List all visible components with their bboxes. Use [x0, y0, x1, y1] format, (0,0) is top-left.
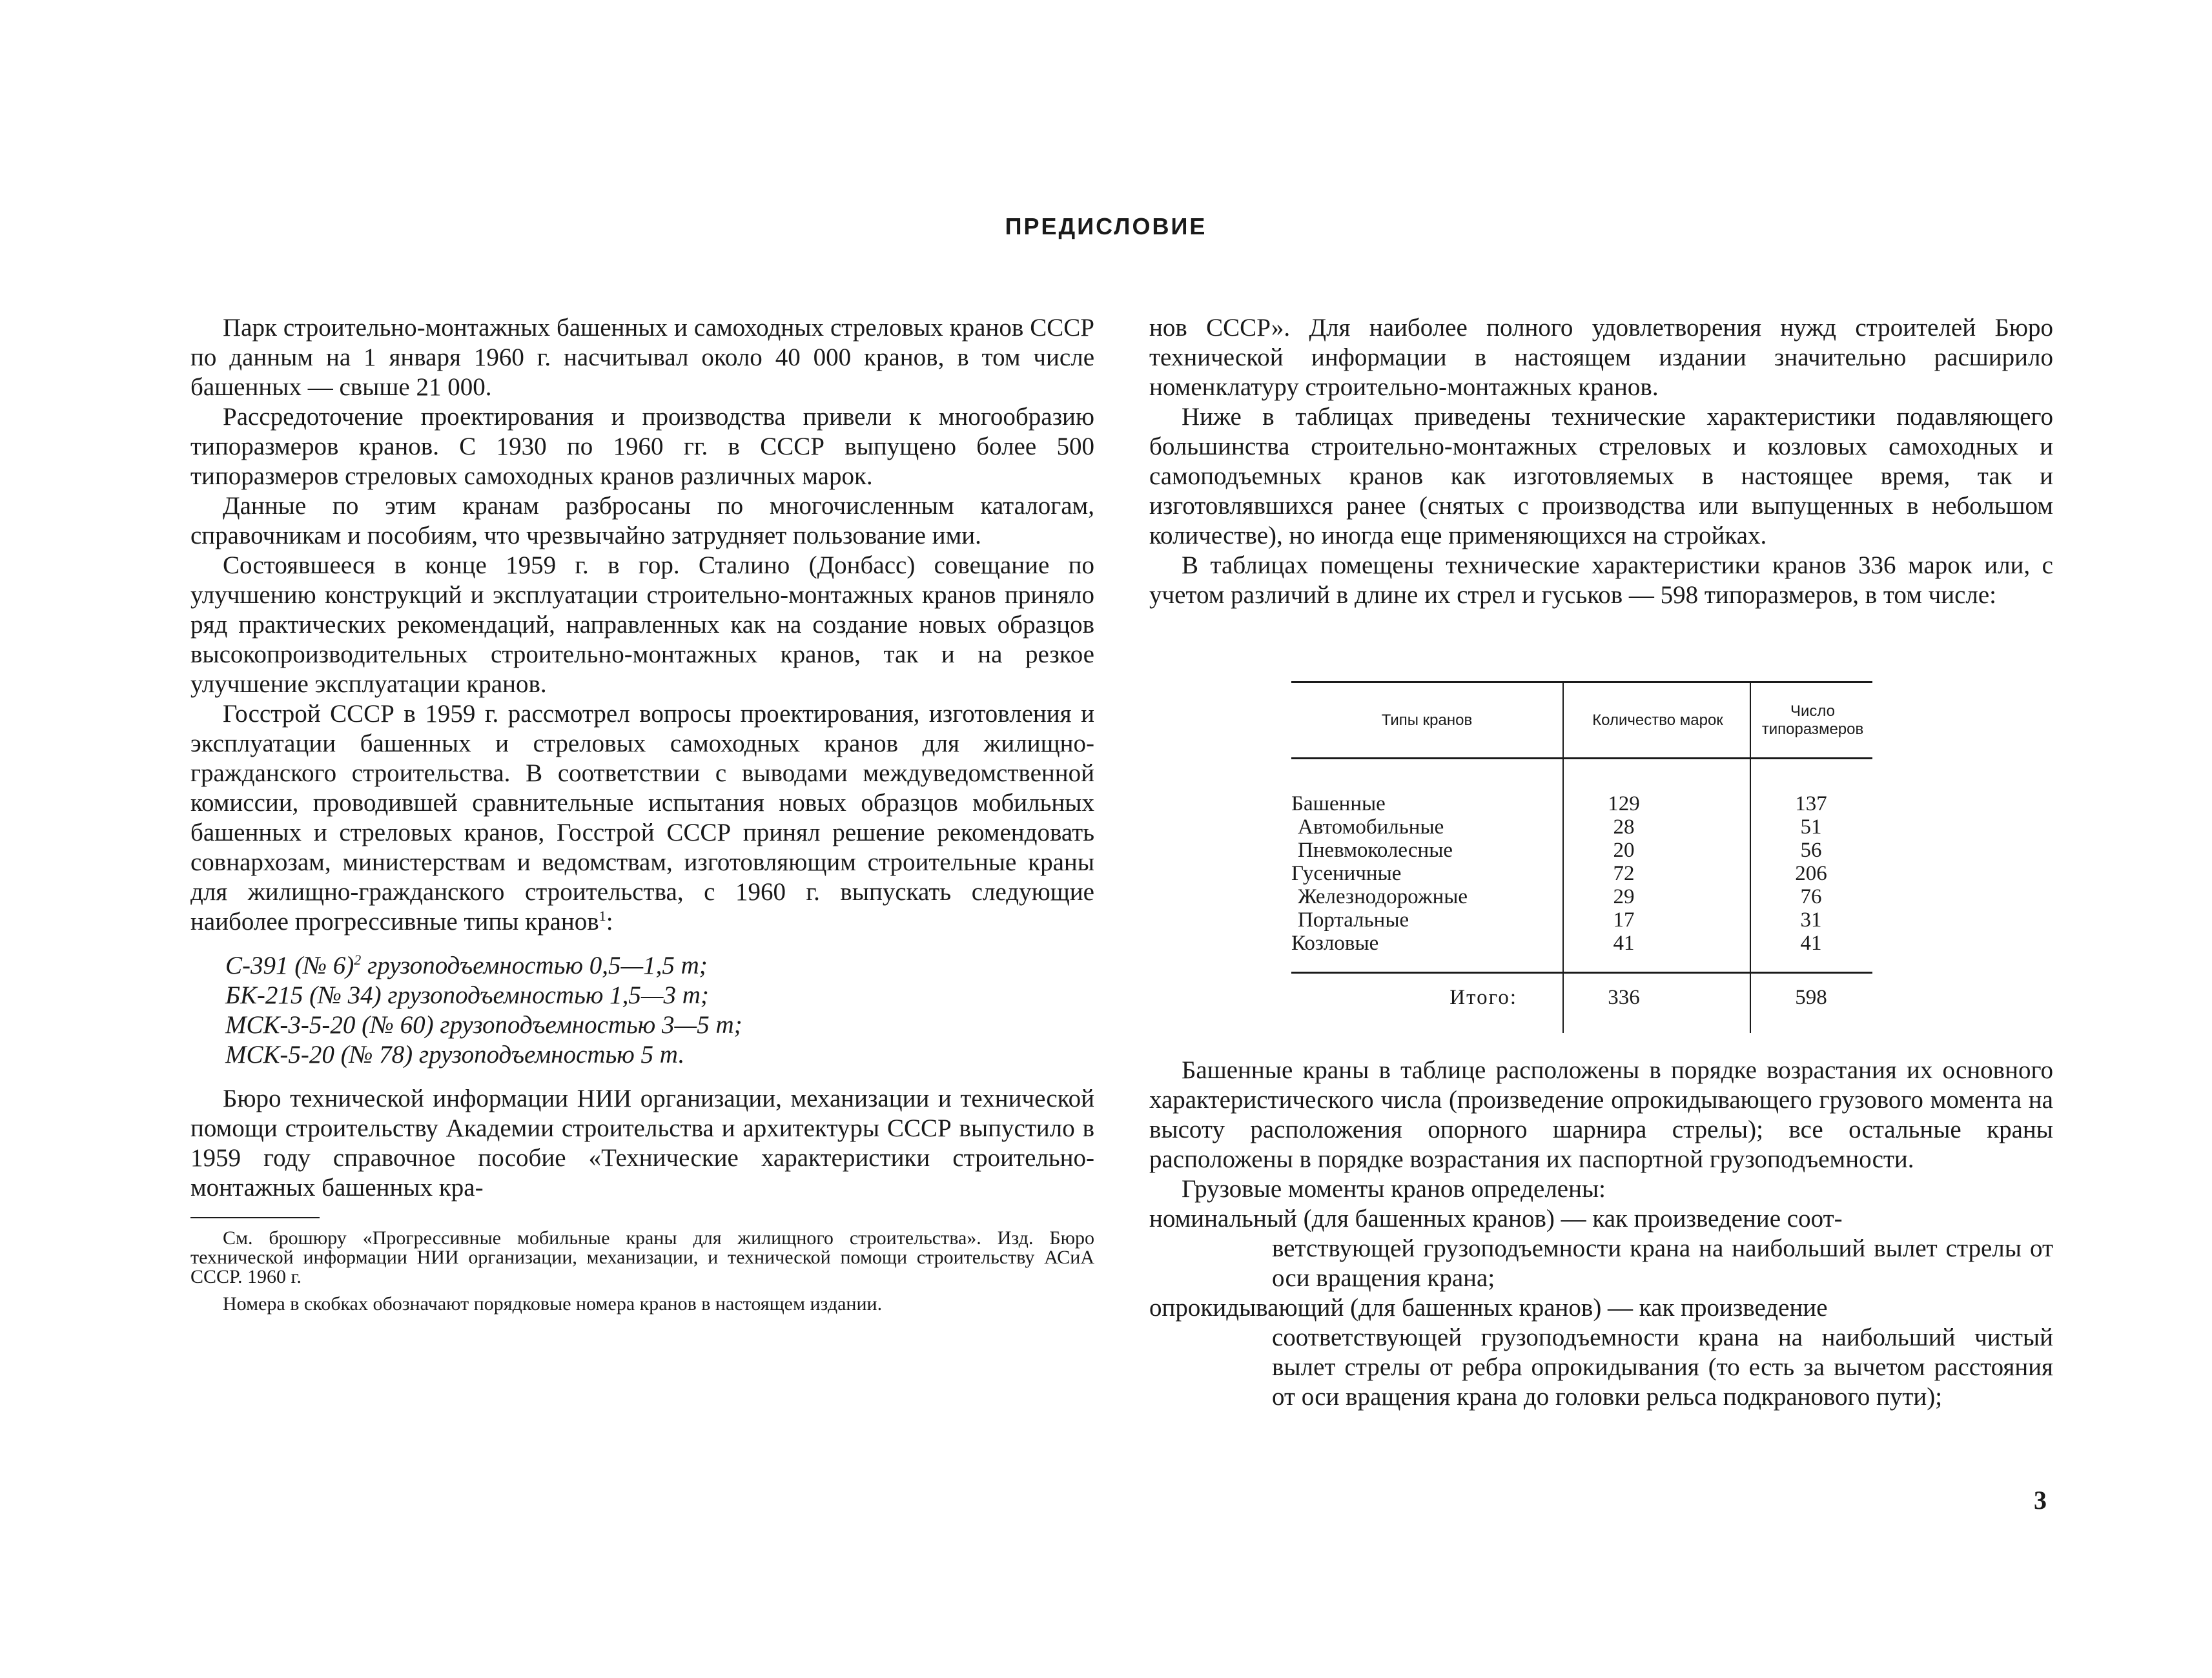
- model-capacity: грузоподъемностью 0,5—1,5 т;: [361, 952, 708, 979]
- definition-item: [1149, 1204, 2053, 1293]
- column-header: Число типоразмеров: [1761, 702, 1864, 738]
- paragraph: Парк строительно-монтажных башенных и самоходных стреловых кранов СССР по данным на 1 января 1960 г. насчитывал около 40 000 кранов, в том числе башенных — свыше 21 000.: [190, 314, 1094, 401]
- paragraph-end: :: [606, 908, 613, 936]
- table-row: [1291, 815, 1872, 839]
- crane-type: Пневмоколесные: [1298, 839, 1453, 862]
- size-count: 206: [1795, 862, 1827, 885]
- definition-text: ветствующей грузоподъемности крана на наибольший вылет стрелы от оси вращения крана;: [1272, 1234, 2053, 1292]
- footnote: См. брошюру «Прогрессивные мобильные краны для жилищного строительства». Изд. Бюро технической информации НИИ организации, механизации, и технической помощи строительству АСиА СССР. 1960 г.: [190, 1227, 1094, 1287]
- total-label: Итого:: [1449, 986, 1517, 1009]
- crane-type: Гусеничные: [1291, 862, 1402, 885]
- page-title: ПРЕДИСЛОВИЕ: [1005, 213, 1207, 240]
- paragraph: [190, 699, 1094, 937]
- size-count: 41: [1800, 932, 1822, 955]
- table-row: [1291, 862, 1872, 885]
- size-count: 51: [1800, 815, 1822, 839]
- column-header: Типы кранов: [1381, 711, 1473, 729]
- paragraph: Рассредоточение проектирования и производства привели к многообразию типоразмеров кранов. С 1930 по 1960 гг. в СССР выпущено более 500 типоразмеров стреловых самоходных кранов различных марок.: [190, 403, 1094, 490]
- footnote-divider: [190, 1217, 320, 1218]
- crane-type: Железнодорожные: [1298, 885, 1468, 908]
- list-item: [225, 951, 1094, 981]
- table-header: [1291, 681, 1872, 759]
- paragraph: Башенные краны в таблице расположены в порядке возрастания их основного характеристического числа (произведение опрокидывающего грузового момента на высоту расположения опорного шарнира стрелы); все остальные краны расположены в порядке возрастания их паспортной грузоподъемности.: [1149, 1056, 2053, 1173]
- list-item: БК-215 (№ 34) грузоподъемностью 1,5—3 т;: [225, 981, 709, 1009]
- brand-count: 28: [1613, 815, 1635, 839]
- crane-type: Автомобильные: [1298, 815, 1444, 839]
- paragraph: Бюро технической информации НИИ организации, механизации и технической помощи строительству Академии строительства и архитектуры СССР выпустило в 1959 году справочное пособие «Технические характеристики строительно-монтажных башенных кра-: [190, 1085, 1094, 1202]
- table-row: [1291, 792, 1872, 815]
- brand-count: 41: [1613, 932, 1635, 955]
- paragraph: В таблицах помещены технические характеристики кранов 336 марок или, с учетом различий в длине их стрел и гуськов — 598 типоразмеров, в том числе:: [1149, 551, 2053, 609]
- table-row: [1291, 885, 1872, 908]
- left-column: [190, 313, 1094, 1314]
- table-row: [1291, 932, 1872, 955]
- right-column: [1149, 313, 2053, 610]
- column-header: Количество марок: [1592, 711, 1723, 729]
- crane-type: Козловые: [1291, 932, 1379, 955]
- paragraph: Данные по этим кранам разбросаны по многочисленным каталогам, справочникам и пособиям, что чрезвычайно затрудняет пользование ими.: [190, 492, 1094, 549]
- definition-term: опрокидывающий (для башенных кранов) — как произведение: [1149, 1294, 1828, 1322]
- paragraph: Состоявшееся в конце 1959 г. в гор. Сталино (Донбасс) совещание по улучшению конструкций и эксплуатации строительно-монтажных кранов приняло ряд практических рекомендаций, направленных как на создание новых образцов высокопроизводительных строительно-монтажных кранов, так и на резкое улучшение эксплуатации кранов.: [190, 551, 1094, 698]
- brand-count: 17: [1613, 908, 1635, 932]
- right-column-continued: [1149, 1056, 2053, 1412]
- size-count: 56: [1800, 839, 1822, 862]
- footnote-ref: 1: [599, 908, 606, 924]
- brand-count: 20: [1613, 839, 1635, 862]
- size-count: 31: [1800, 908, 1822, 932]
- size-count: 76: [1800, 885, 1822, 908]
- footnote: Номера в скобках обозначают порядковые номера кранов в настоящем издании.: [223, 1293, 883, 1315]
- brand-count: 29: [1613, 885, 1635, 908]
- list-item: МСК-5-20 (№ 78) грузоподъемностью 5 т.: [225, 1041, 685, 1069]
- table-rule: [1291, 972, 1872, 974]
- table-row: [1291, 908, 1872, 932]
- total-brands: 336: [1608, 986, 1640, 1009]
- footnote-ref: 2: [354, 952, 362, 968]
- definition-term: номинальный (для башенных кранов) — как произведение соот-: [1149, 1205, 1843, 1233]
- model-name: С-391 (№ 6): [225, 952, 354, 979]
- paragraph: Грузовые моменты кранов определены:: [1182, 1175, 1606, 1203]
- list-item: МСК-3-5-20 (№ 60) грузоподъемностью 3—5 т;: [225, 1011, 742, 1039]
- definition-item: [1149, 1293, 2053, 1412]
- paragraph: нов СССР». Для наиболее полного удовлетворения нужд строителей Бюро технической информации в настоящем издании значительно расширило номенклатуру строительно-монтажных кранов.: [1149, 314, 2053, 401]
- brand-count: 72: [1613, 862, 1635, 885]
- definition-text: соответствующей грузоподъемности крана на наибольший чистый вылет стрелы от ребра опрокидывания (то есть за вычетом расстояния от оси вращения крана до головки рельса подкранового пути);: [1272, 1324, 2053, 1411]
- size-count: 137: [1795, 792, 1827, 815]
- paragraph-text: Госстрой СССР в 1959 г. рассмотрел вопросы проектирования, изготовления и эксплуатации башенных и стреловых самоходных кранов для жилищно-гражданского строительства. В соответствии с выводами междуведомственной комиссии, проводившей сравнительные испытания новых образцов мобильных башенных и стреловых кранов, Госстрой СССР принял решение рекомендовать совнархозам, министерствам и ведомствам, изготовляющим строительные краны для жилищно-гражданского строительства, с 1960 г. выпускать следующие наиболее прогрессивные типы кранов: [190, 700, 1094, 936]
- table-total-row: [1291, 985, 1872, 1010]
- crane-type: Башенные: [1291, 792, 1386, 815]
- total-sizes: 598: [1795, 986, 1827, 1009]
- table-row: [1291, 839, 1872, 862]
- page-number: 3: [2034, 1486, 2047, 1515]
- paragraph: Ниже в таблицах приведены технические характеристики подавляющего большинства строительно-монтажных стреловых и козловых самоходных и самоподъемных кранов как изготовляемых в настоящее время, так и изготовлявшихся ранее (снятых с производства или выпущенных в небольшом количестве), но иногда еще применяющихся на стройках.: [1149, 403, 2053, 549]
- crane-type: Портальные: [1298, 908, 1409, 932]
- crane-models-list: [225, 951, 1094, 1070]
- brand-count: 129: [1608, 792, 1640, 815]
